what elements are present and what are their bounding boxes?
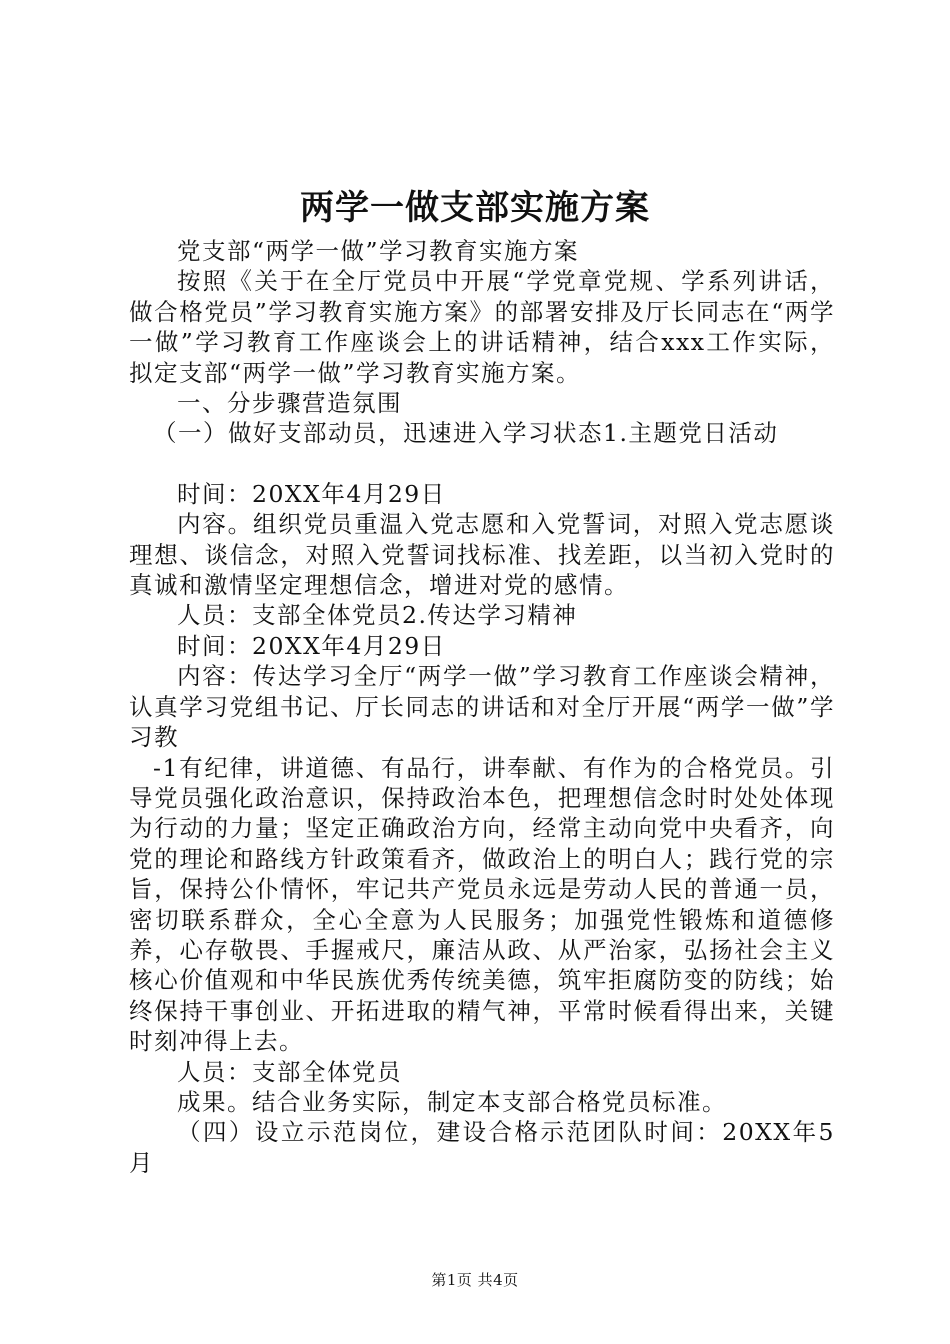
paragraph-time-1: 时间：20XX年4月29日 bbox=[177, 479, 446, 508]
paragraph-section-heading: 一、分步骤营造氛围 bbox=[177, 389, 402, 418]
page-number: 第1页 共4页 bbox=[431, 1271, 519, 1289]
paragraph-time-2: 时间：20XX年4月29日 bbox=[177, 631, 446, 660]
paragraph-intro: 按照《关于在全厅党员中开展“学党章党规、学系列讲话，做合格党员”学习教育实施方案》的部署安排及厅长同志在“两学一做”学习教育工作座谈会上的讲话精神，结合xxx工作实际，拟定支部“两学一做”学习教育实施方案。 bbox=[129, 267, 835, 387]
paragraph-personnel-2: 人员：支部全体党员 bbox=[177, 1057, 402, 1086]
paragraph-content-1: 内容。组织党员重温入党志愿和入党誓词，对照入党志愿谈理想、谈信念，对照入党誓词找标准、找差距，以当初入党时的真诚和激情坚定理想信念，增进对党的感情。 bbox=[129, 510, 835, 600]
paragraph-gap bbox=[129, 449, 835, 479]
paragraph-standards: -1有纪律，讲道德、有品行，讲奉献、有作为的合格党员。引导党员强化政治意识，保持政治本色，把理想信念时时处处体现为行动的力量；坚定正确政治方向，经常主动向党中央看齐，向党的理论和路线方针政策看齐，做政治上的明白人；践行党的宗旨，保持公仆情怀，牢记共产党员永远是劳动人民的普通一员，密切联系群众，全心全意为人民服务；加强党性锻炼和道德修养，心存敬畏、手握戒尺，廉洁从政、从严治家，弘扬社会主义核心价值观和中华民族优秀传统美德，筑牢拒腐防变的防线；始终保持干事创业、开拓进取的精气神，平常时候看得出来，关键时刻冲得上去。 bbox=[129, 753, 835, 1056]
paragraph-demo-post: （四）设立示范岗位，建设合格示范团队时间：20XX年5月 bbox=[129, 1118, 835, 1177]
paragraph-subsection-heading: （一）做好支部动员，迅速进入学习状态1.主题党日活动 bbox=[153, 419, 779, 448]
paragraph-personnel-1: 人员：支部全体党员2.传达学习精神 bbox=[177, 601, 578, 630]
paragraph-subtitle: 党支部“两学一做”学习教育实施方案 bbox=[177, 237, 580, 265]
paragraph-content-2: 内容：传达学习全厅“两学一做”学习教育工作座谈会精神，认真学习党组书记、厅长同志的讲话和对全厅开展“两学一做”学习教 bbox=[129, 662, 835, 752]
paragraph-result: 成果。结合业务实际，制定本支部合格党员标准。 bbox=[177, 1087, 727, 1116]
document-body bbox=[129, 236, 835, 1178]
document-title: 两学一做支部实施方案 bbox=[300, 188, 650, 228]
